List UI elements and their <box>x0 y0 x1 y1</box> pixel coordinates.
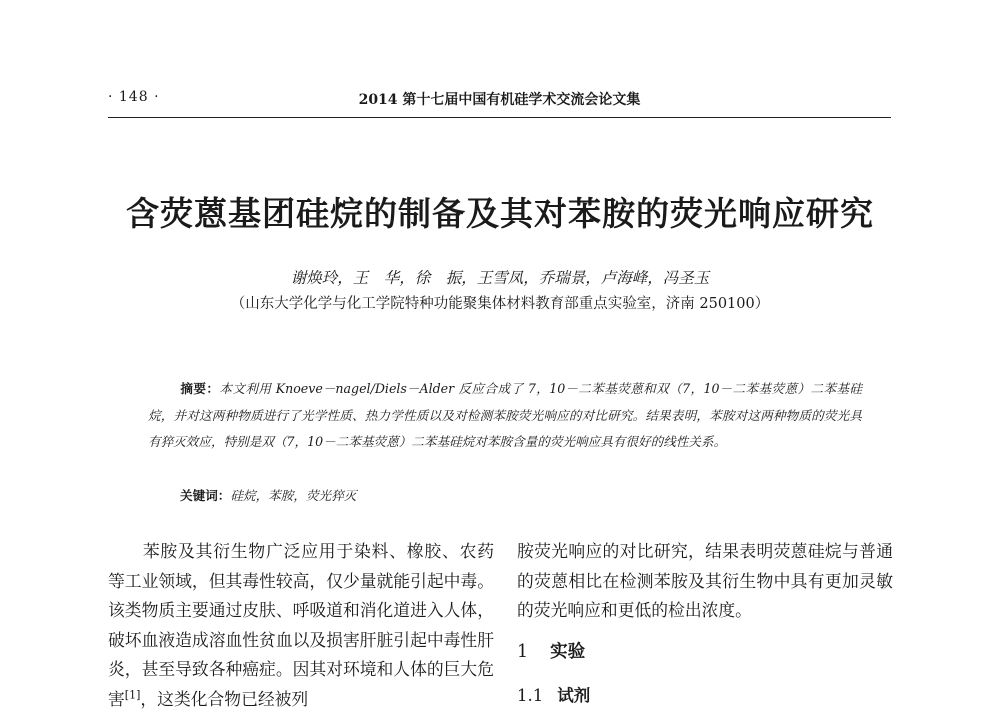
paper-title: 含荧蒽基团硅烷的制备及其对苯胺的荧光响应研究 <box>126 194 874 233</box>
section-number: 1 <box>517 642 529 662</box>
subsection-number: 1.1 <box>517 686 544 705</box>
section-title: 实验 <box>550 642 586 662</box>
intro-paragraph-right: 胺荧光响应的对比研究，结果表明荧蒽硅烷与普通的荧蒽相比在检测苯胺及其衍生物中具有更加灵敏的荧光响应和更低的检出浓度。 <box>517 541 893 621</box>
abstract-text: 本文利用 Knoeve－nagel/Diels－Alder 反应合成了 7，10－二苯基荧蒽和双（7，10－二苯基荧蒽）二苯基硅烷，并对这两种物质进行了光学性质、热力学性质以及对检测苯胺荧光响应的对比研究。结果表明，苯胺对这两种物质的荧光具有猝灭效应，特别是双（7，10－二苯基荧蒽）二苯基硅烷对苯胺含量的荧光响应具有很好的线性关系。 <box>148 381 863 449</box>
affiliation: （山东大学化学与化工学院特种功能聚集体材料教育部重点实验室，济南 250100） <box>230 296 770 312</box>
intro-text-a: 苯胺及其衍生物广泛应用于染料、橡胶、农药等工业领域，但其毒性较高，仅少量就能引起中毒。该类物质主要通过皮肤、呼吸道和消化道进入人体，破坏血液造成溶血性贫血以及损害肝脏引起中毒性肝炎，甚至导致各种癌症。因其对环境和人体的巨大危害 <box>108 541 494 709</box>
abstract-label: 摘要： <box>180 381 220 396</box>
intro-text-b: ，这类化合物已经被列 <box>140 688 309 709</box>
keywords <box>180 485 356 504</box>
intro-paragraph-left <box>108 537 494 715</box>
keywords-label: 关键词： <box>180 488 231 503</box>
abstract <box>148 376 862 456</box>
running-title: 2014 第十七届中国有机硅学术交流会论文集 <box>358 92 641 108</box>
subsection-heading-reagents <box>517 682 590 706</box>
header-rule <box>108 117 891 118</box>
citation-ref: [1] <box>124 688 141 702</box>
page-header <box>108 89 891 109</box>
author-list: 谢焕玲，王 华，徐 振，王雪凤，乔瑞景，卢海峰，冯圣玉 <box>290 269 710 287</box>
subsection-title: 试剂 <box>557 686 591 705</box>
page-number: · 148 · <box>108 89 160 105</box>
section-heading-experiment <box>517 638 585 663</box>
keywords-text: 硅烷，苯胺，荧光猝灭 <box>230 488 357 503</box>
